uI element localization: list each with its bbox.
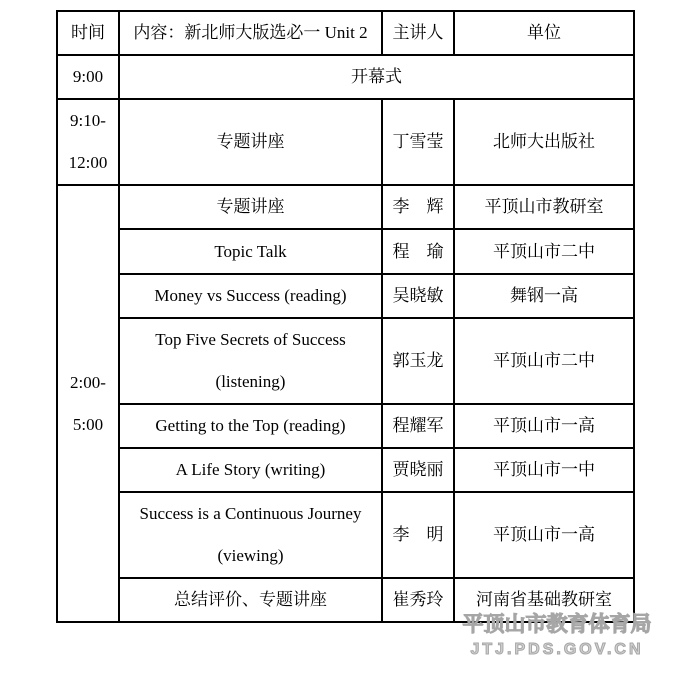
cell-time-afternoon bbox=[57, 185, 119, 622]
header-cell-time: 时间 bbox=[57, 11, 119, 55]
cell-unit: 平顶山市教研室 bbox=[454, 185, 634, 229]
cell-content: 总结评价、专题讲座 bbox=[119, 578, 382, 622]
header-row bbox=[57, 11, 634, 55]
cell-unit-morning: 北师大出版社 bbox=[454, 99, 634, 185]
cell-unit: 平顶山市一中 bbox=[454, 448, 634, 492]
content-line: Success is a Continuous Journey bbox=[139, 504, 362, 523]
schedule-table bbox=[56, 10, 635, 623]
cell-content: Money vs Success (reading) bbox=[119, 274, 382, 318]
cell-speaker: 崔秀玲 bbox=[382, 578, 454, 622]
watermark bbox=[448, 612, 666, 661]
cell-content bbox=[119, 492, 382, 578]
header-cell-unit: 单位 bbox=[454, 11, 634, 55]
cell-content: Topic Talk bbox=[119, 229, 382, 274]
cell-speaker: 吴晓敏 bbox=[382, 274, 454, 318]
cell-unit: 平顶山市一高 bbox=[454, 492, 634, 578]
cell-speaker: 李 辉 bbox=[382, 185, 454, 229]
cell-unit: 平顶山市一高 bbox=[454, 404, 634, 448]
cell-speaker: 程 瑜 bbox=[382, 229, 454, 274]
table-row-session-2 bbox=[57, 229, 634, 274]
header-cell-speaker: 主讲人 bbox=[382, 11, 454, 55]
cell-content: A Life Story (writing) bbox=[119, 448, 382, 492]
cell-speaker: 李 明 bbox=[382, 492, 454, 578]
table-row-morning bbox=[57, 99, 634, 185]
watermark-org-name: 平顶山市教育体育局 bbox=[462, 613, 652, 636]
table-row-session-7 bbox=[57, 492, 634, 578]
table-row-session-1 bbox=[57, 185, 634, 229]
cell-time-opening: 9:00 bbox=[57, 55, 119, 99]
table-row-session-6 bbox=[57, 448, 634, 492]
time-line: 5:00 bbox=[72, 414, 104, 434]
cell-content: 专题讲座 bbox=[119, 185, 382, 229]
time-line: 2:00- bbox=[70, 372, 106, 392]
time-line: 9:10- bbox=[70, 111, 106, 130]
cell-content-opening: 开幕式 bbox=[119, 55, 634, 99]
cell-speaker: 程耀军 bbox=[382, 404, 454, 448]
cell-speaker-morning: 丁雪莹 bbox=[382, 99, 454, 185]
header-cell-content: 内容：新北师大版选必一 Unit 2 bbox=[119, 11, 382, 55]
table-row-session-3 bbox=[57, 274, 634, 318]
time-line: 12:00 bbox=[68, 153, 108, 172]
table-row-session-5 bbox=[57, 404, 634, 448]
cell-unit: 平顶山市二中 bbox=[454, 229, 634, 274]
watermark-domain: JTJ.PDS.GOV.CN bbox=[470, 641, 644, 658]
cell-speaker: 郭玉龙 bbox=[382, 318, 454, 404]
cell-time-morning bbox=[57, 99, 119, 185]
content-line: (viewing) bbox=[217, 546, 284, 565]
table-row-session-4 bbox=[57, 318, 634, 404]
content-line: Top Five Secrets of Success bbox=[155, 330, 346, 349]
content-line: (listening) bbox=[215, 372, 286, 391]
cell-unit: 舞钢一高 bbox=[454, 274, 634, 318]
cell-content-morning: 专题讲座 bbox=[119, 99, 382, 185]
cell-speaker: 贾晓丽 bbox=[382, 448, 454, 492]
cell-content: Getting to the Top (reading) bbox=[119, 404, 382, 448]
table-row-opening bbox=[57, 55, 634, 99]
cell-content bbox=[119, 318, 382, 404]
cell-unit: 河南省基础教研室 bbox=[454, 578, 634, 622]
cell-unit: 平顶山市二中 bbox=[454, 318, 634, 404]
